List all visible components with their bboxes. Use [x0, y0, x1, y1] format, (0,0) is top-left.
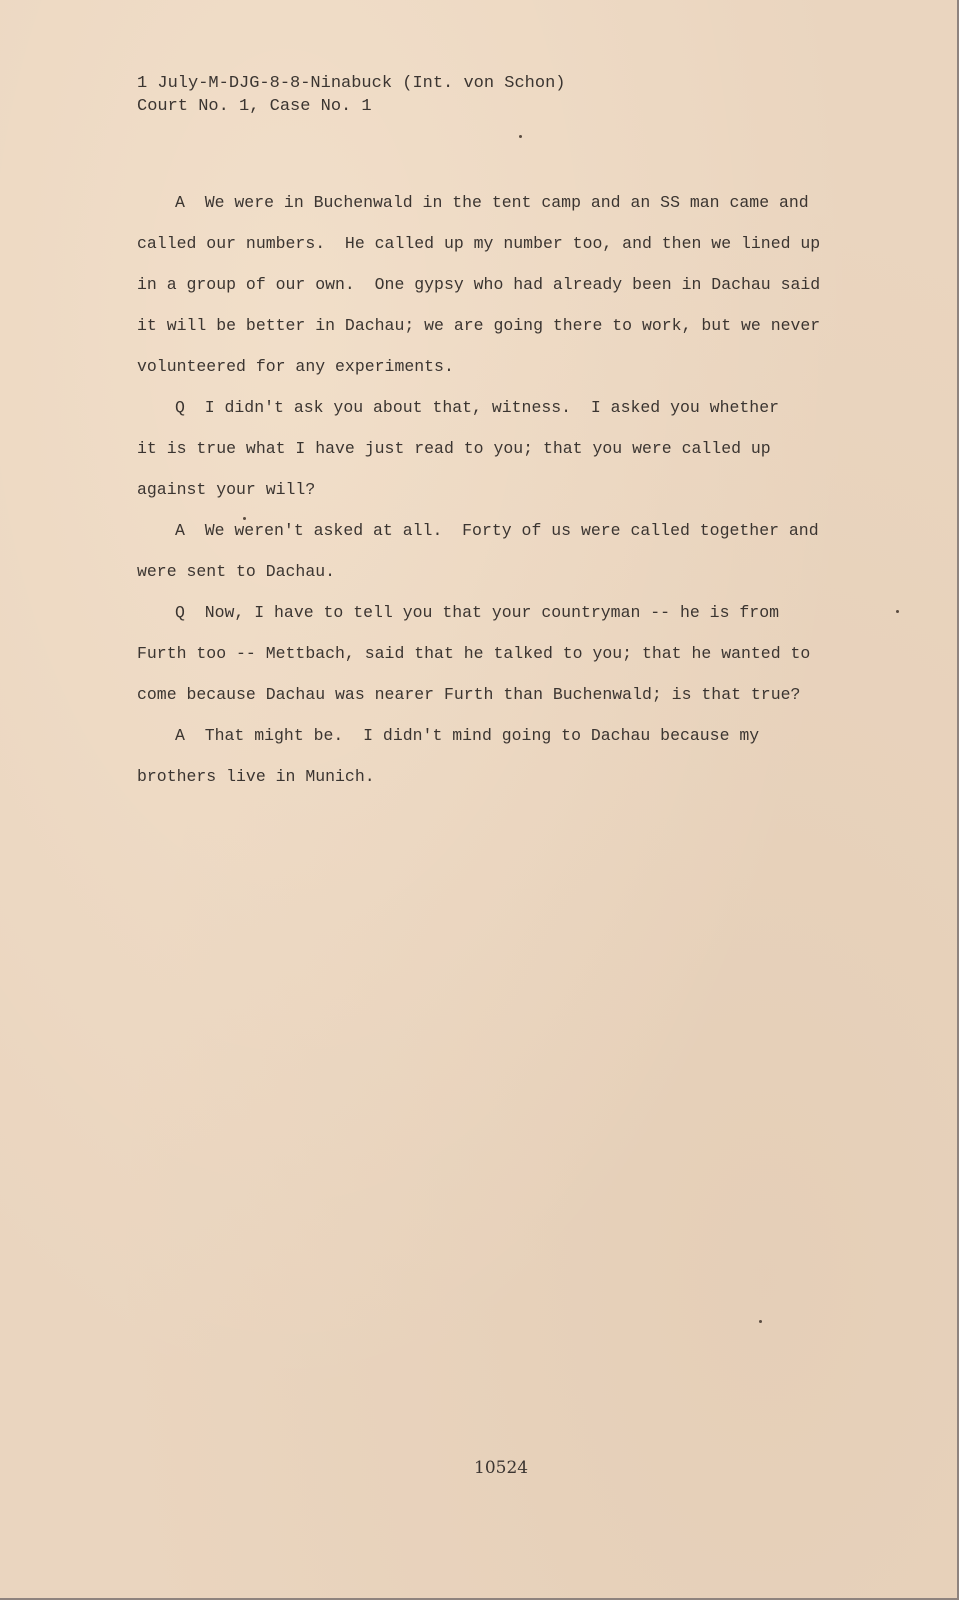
body-line: brothers live in Munich.	[137, 767, 375, 786]
page-number: 10524	[474, 1458, 529, 1478]
body-line: it will be better in Dachau; we are going there to work, but we never	[137, 316, 821, 335]
body-line: against your will?	[137, 480, 316, 499]
body-line: in a group of our own. One gypsy who had already been in Dachau said	[137, 275, 821, 294]
body-line: come because Dachau was nearer Furth than Buchenwald; is that true?	[137, 685, 801, 704]
body-line: A We were in Buchenwald in the tent camp and an SS man came and	[175, 193, 809, 212]
paper-speck	[243, 517, 246, 520]
paper-speck	[896, 610, 899, 613]
paper-speck	[519, 135, 522, 138]
header-line-1: 1 July-M-DJG-8-8-Ninabuck (Int. von Schon)	[137, 74, 566, 93]
paper-speck	[759, 1320, 762, 1323]
body-line: were sent to Dachau.	[137, 562, 336, 581]
body-line: it is true what I have just read to you; that you were called up	[137, 439, 771, 458]
body-line: Q Now, I have to tell you that your countryman -- he is from	[175, 603, 779, 622]
body-line: volunteered for any experiments.	[137, 357, 454, 376]
body-line: A That might be. I didn't mind going to Dachau because my	[175, 726, 760, 745]
body-line: Q I didn't ask you about that, witness. I asked you whether	[175, 398, 779, 417]
header-line-2: Court No. 1, Case No. 1	[137, 97, 372, 116]
document-header	[137, 72, 565, 118]
body-line: Furth too -- Mettbach, said that he talked to you; that he wanted to	[137, 644, 811, 663]
body-line: called our numbers. He called up my number too, and then we lined up	[137, 234, 821, 253]
body-line: A We weren't asked at all. Forty of us were called together and	[175, 521, 819, 540]
